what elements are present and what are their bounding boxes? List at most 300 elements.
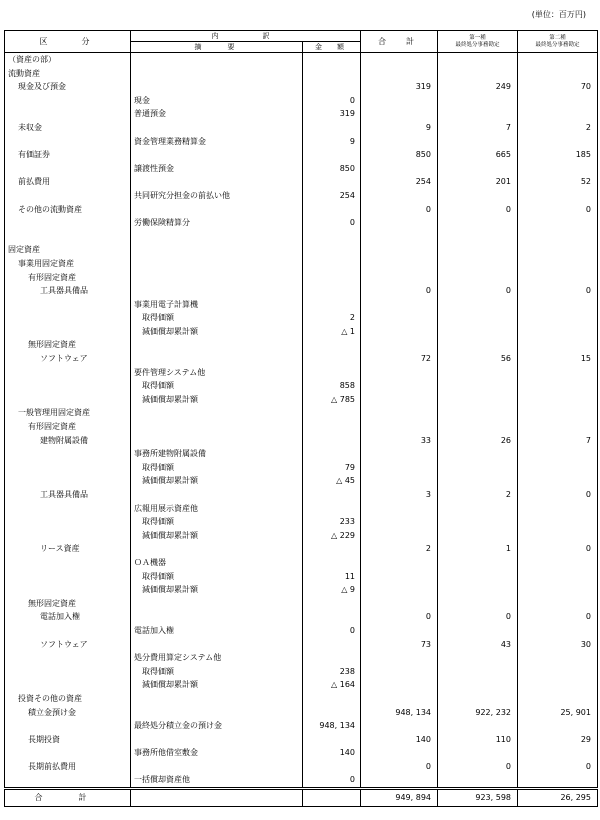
type1-cell [438,53,518,67]
description-cell: 現金 [131,94,303,108]
type1-cell [438,624,518,638]
description-cell [131,338,303,352]
total-label: 合 計 [5,789,131,807]
description-cell: 取得価額 [131,515,303,529]
amount-cell [303,257,361,271]
description-cell: 取得価額 [131,570,303,584]
amount-cell: 0 [303,773,361,788]
category-cell: リース資産 [5,542,131,556]
table-row [5,461,598,475]
amount-cell [303,733,361,747]
description-cell [131,243,303,257]
description-cell: 電話加入権 [131,624,303,638]
description-cell: 資金管理業務精算金 [131,135,303,149]
total-row [5,789,598,807]
table-row [5,420,598,434]
type2-cell: 0 [518,542,598,556]
category-cell [5,515,131,529]
description-cell [131,542,303,556]
category-cell: その他の流動資産 [5,203,131,217]
type2-cell [518,94,598,108]
category-cell: 工具器具備品 [5,284,131,298]
type2-cell [518,651,598,665]
table-row [5,529,598,543]
type1-cell: 665 [438,148,518,162]
table-row [5,610,598,624]
category-cell: 未収金 [5,121,131,135]
category-cell: 流動資産 [5,67,131,81]
total-cell [361,746,438,760]
amount-cell [303,148,361,162]
type1-cell [438,366,518,380]
type1-cell [438,678,518,692]
table-row [5,67,598,81]
type1-cell [438,692,518,706]
type2-cell [518,243,598,257]
type2-cell: 30 [518,638,598,652]
total-cell: 2 [361,542,438,556]
type1-cell [438,773,518,788]
category-cell [5,189,131,203]
description-cell: 減価償却累計額 [131,474,303,488]
total-amount-empty [303,789,361,807]
type1-cell [438,719,518,733]
amount-cell: 0 [303,624,361,638]
total-cell [361,135,438,149]
category-cell: 固定資産 [5,243,131,257]
type2-cell: 70 [518,80,598,94]
header-type2-account: 第二種 最終処分事務勘定 [518,31,598,53]
total-cell: 0 [361,284,438,298]
type2-cell [518,719,598,733]
type1-cell [438,651,518,665]
amount-cell [303,420,361,434]
table-row [5,379,598,393]
header-description: 摘 要 [131,42,303,53]
type2-cell [518,420,598,434]
type1-cell [438,447,518,461]
table-row [5,678,598,692]
description-cell: 一括償却資産他 [131,773,303,788]
table-row [5,311,598,325]
amount-cell: 11 [303,570,361,584]
total-cell [361,651,438,665]
description-cell [131,80,303,94]
type2-cell [518,461,598,475]
amount-cell [303,284,361,298]
description-cell [131,121,303,135]
category-cell [5,461,131,475]
type2-cell [518,325,598,339]
description-cell [131,420,303,434]
amount-cell: △ 9 [303,583,361,597]
category-cell [5,556,131,570]
type1-cell [438,325,518,339]
category-cell: 一般管理用固定資産 [5,406,131,420]
description-cell [131,597,303,611]
category-cell [5,651,131,665]
amount-cell: 0 [303,94,361,108]
header-breakdown: 内 訳 [131,31,361,42]
type2-cell [518,189,598,203]
table-row [5,638,598,652]
table-row [5,393,598,407]
description-cell [131,257,303,271]
total-cell [361,107,438,121]
table-row [5,135,598,149]
amount-cell [303,610,361,624]
table-row [5,502,598,516]
type2-cell [518,502,598,516]
category-cell [5,393,131,407]
description-cell: 普通預金 [131,107,303,121]
category-cell [5,746,131,760]
amount-cell [303,67,361,81]
total-cell [361,366,438,380]
total-cell [361,230,438,244]
total-cell [361,474,438,488]
table-row [5,121,598,135]
type2-cell [518,515,598,529]
total-cell: 33 [361,434,438,448]
type2-cell [518,67,598,81]
type2-cell: 2 [518,121,598,135]
description-cell [131,53,303,67]
category-cell: 工具器具備品 [5,488,131,502]
grand-total: 949, 894 [361,789,438,807]
type1-cell: 0 [438,203,518,217]
table-row [5,624,598,638]
type1-cell [438,502,518,516]
table-row [5,257,598,271]
category-cell: 事業用固定資産 [5,257,131,271]
description-cell [131,67,303,81]
type1-cell: 249 [438,80,518,94]
amount-cell [303,175,361,189]
amount-cell [303,760,361,774]
total-cell: 9 [361,121,438,135]
amount-cell [303,203,361,217]
category-cell: 積立金預け金 [5,706,131,720]
type2-cell [518,583,598,597]
description-cell: 事務所建物附属設備 [131,447,303,461]
description-cell: 処分費用算定システム他 [131,651,303,665]
description-cell [131,271,303,285]
type2-cell [518,216,598,230]
category-cell [5,135,131,149]
type1-cell [438,474,518,488]
table-row [5,447,598,461]
amount-cell: 0 [303,216,361,230]
total-cell: 0 [361,760,438,774]
amount-cell [303,366,361,380]
category-cell [5,162,131,176]
table-row [5,406,598,420]
table-row [5,733,598,747]
category-cell [5,107,131,121]
total-cell [361,257,438,271]
type1-cell [438,597,518,611]
type2-cell [518,311,598,325]
category-cell: 投資その他の資産 [5,692,131,706]
category-cell [5,474,131,488]
category-cell [5,230,131,244]
category-cell [5,570,131,584]
table-row [5,271,598,285]
description-cell [131,638,303,652]
type1-cell [438,338,518,352]
type2-cell [518,393,598,407]
total-desc-empty [131,789,303,807]
total-cell: 948, 134 [361,706,438,720]
total-cell: 72 [361,352,438,366]
description-cell: 取得価額 [131,461,303,475]
description-cell: 事務所他借室敷金 [131,746,303,760]
description-cell: 取得価額 [131,379,303,393]
total-cell [361,379,438,393]
amount-cell: 319 [303,107,361,121]
category-cell [5,719,131,733]
type2-cell: 0 [518,203,598,217]
description-cell [131,203,303,217]
table-row [5,80,598,94]
amount-cell: 140 [303,746,361,760]
description-cell [131,488,303,502]
type1-cell: 0 [438,760,518,774]
category-cell [5,216,131,230]
category-cell [5,298,131,312]
amount-cell: 2 [303,311,361,325]
type1-cell: 26 [438,434,518,448]
header-type1-account: 第一種 最終処分事務勘定 [438,31,518,53]
description-cell [131,434,303,448]
category-cell [5,311,131,325]
amount-cell: △ 785 [303,393,361,407]
type1-cell [438,135,518,149]
amount-cell: 79 [303,461,361,475]
type1-cell: 110 [438,733,518,747]
type2-cell [518,556,598,570]
table-row [5,719,598,733]
total-cell: 140 [361,733,438,747]
amount-cell: 233 [303,515,361,529]
total-cell [361,583,438,597]
type1-cell: 0 [438,284,518,298]
description-cell [131,284,303,298]
category-cell: 無形固定資産 [5,338,131,352]
type1-cell [438,461,518,475]
table-row [5,692,598,706]
amount-cell: 9 [303,135,361,149]
type2-cell: 0 [518,610,598,624]
total-cell [361,406,438,420]
amount-cell: 254 [303,189,361,203]
category-cell: 建物附属設備 [5,434,131,448]
type2-cell [518,257,598,271]
table-row [5,148,598,162]
table-row [5,189,598,203]
type1-cell [438,529,518,543]
amount-cell [303,352,361,366]
total-cell [361,502,438,516]
grand-total-type2: 26, 295 [518,789,598,807]
total-cell: 319 [361,80,438,94]
description-cell: 労働保険精算分 [131,216,303,230]
type1-cell [438,406,518,420]
description-cell: 減価償却累計額 [131,678,303,692]
table-row [5,434,598,448]
table-row [5,325,598,339]
type2-cell: 25, 901 [518,706,598,720]
total-cell [361,271,438,285]
description-cell: ＯＡ機器 [131,556,303,570]
type1-cell [438,67,518,81]
category-cell [5,447,131,461]
type1-cell: 56 [438,352,518,366]
type2-cell [518,746,598,760]
category-cell [5,583,131,597]
table-row [5,665,598,679]
type2-cell [518,338,598,352]
table-row [5,474,598,488]
category-cell: ソフトウェア [5,638,131,652]
category-cell: 有価証券 [5,148,131,162]
table-row [5,53,598,67]
type1-cell: 201 [438,175,518,189]
type2-cell [518,379,598,393]
type2-cell [518,53,598,67]
type2-cell [518,162,598,176]
description-cell [131,692,303,706]
category-cell: ソフトウェア [5,352,131,366]
total-cell [361,678,438,692]
category-cell: 有形固定資産 [5,420,131,434]
header-category: 区 分 [5,31,131,53]
amount-cell [303,502,361,516]
total-cell [361,556,438,570]
type2-cell [518,597,598,611]
total-cell: 254 [361,175,438,189]
table-row [5,107,598,121]
type1-cell [438,230,518,244]
total-cell: 0 [361,203,438,217]
description-cell: 減価償却累計額 [131,529,303,543]
description-cell [131,148,303,162]
description-cell: 減価償却累計額 [131,583,303,597]
description-cell: 取得価額 [131,665,303,679]
type1-cell [438,271,518,285]
table-row [5,583,598,597]
amount-cell [303,692,361,706]
category-cell: 現金及び預金 [5,80,131,94]
type1-cell: 0 [438,610,518,624]
amount-cell: 238 [303,665,361,679]
amount-cell: △ 45 [303,474,361,488]
type1-cell [438,107,518,121]
amount-cell: 850 [303,162,361,176]
amount-cell [303,434,361,448]
amount-cell [303,271,361,285]
category-cell [5,624,131,638]
category-cell: 長期前払費用 [5,760,131,774]
category-cell [5,94,131,108]
category-cell [5,366,131,380]
amount-cell: △ 1 [303,325,361,339]
table-row [5,338,598,352]
description-cell: 共同研究分担金の前払い他 [131,189,303,203]
type2-cell: 0 [518,760,598,774]
type1-cell [438,665,518,679]
category-cell [5,665,131,679]
table-row [5,597,598,611]
category-cell: 長期投資 [5,733,131,747]
total-cell: 3 [361,488,438,502]
amount-cell: △ 229 [303,529,361,543]
type2-cell: 7 [518,434,598,448]
amount-cell [303,298,361,312]
grand-total-type1: 923, 598 [438,789,518,807]
type1-cell [438,311,518,325]
type2-cell [518,665,598,679]
unit-note: (単位：百万円) [531,10,586,19]
total-cell [361,529,438,543]
type2-cell [518,529,598,543]
total-cell [361,461,438,475]
total-cell: 0 [361,610,438,624]
type1-cell: 1 [438,542,518,556]
total-cell [361,53,438,67]
total-cell [361,597,438,611]
type1-cell [438,746,518,760]
total-cell [361,243,438,257]
type1-cell [438,162,518,176]
amount-cell [303,406,361,420]
total-cell: 850 [361,148,438,162]
amount-cell: 858 [303,379,361,393]
amount-cell [303,488,361,502]
type1-cell: 2 [438,488,518,502]
category-cell [5,502,131,516]
total-cell [361,719,438,733]
type2-cell [518,135,598,149]
table-row [5,746,598,760]
table-row [5,284,598,298]
total-cell [361,311,438,325]
category-cell: （資産の部） [5,53,131,67]
amount-cell [303,80,361,94]
type2-cell [518,271,598,285]
type1-cell [438,570,518,584]
total-cell [361,773,438,788]
table-row [5,760,598,774]
category-cell [5,325,131,339]
type2-cell [518,773,598,788]
amount-cell [303,556,361,570]
total-cell [361,515,438,529]
amount-cell [303,53,361,67]
type1-cell [438,379,518,393]
description-cell [131,733,303,747]
type2-cell [518,678,598,692]
type2-cell: 29 [518,733,598,747]
total-cell: 73 [361,638,438,652]
table-row [5,230,598,244]
type2-cell [518,447,598,461]
amount-cell [303,638,361,652]
total-cell [361,393,438,407]
table-row [5,352,598,366]
table-row [5,706,598,720]
